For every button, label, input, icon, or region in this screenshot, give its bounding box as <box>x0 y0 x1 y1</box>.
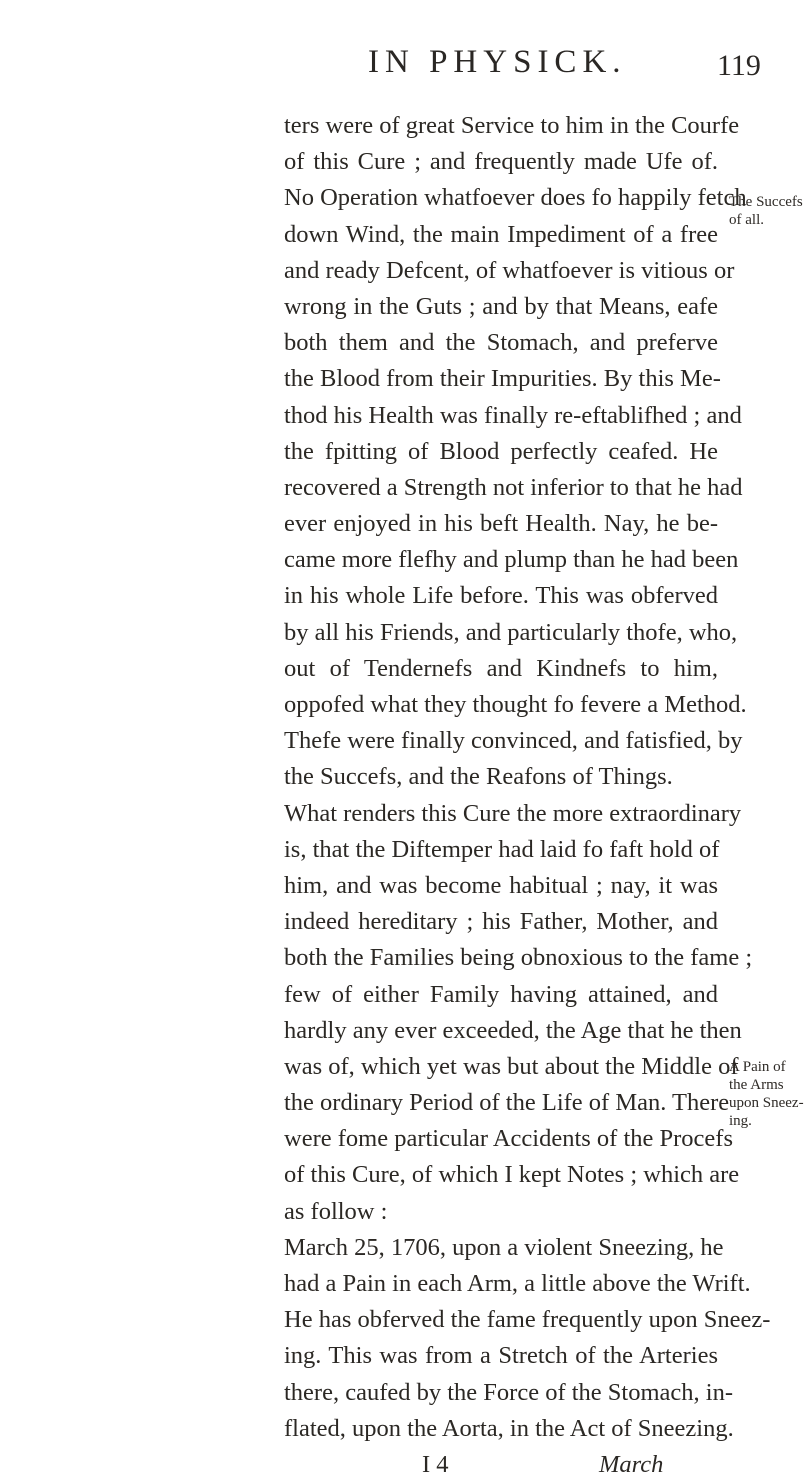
text-line: out of Tendernefs and Kindnefs to him, <box>284 654 718 682</box>
text-line: wrong in the Guts ; and by that Means, eafe <box>284 292 718 320</box>
text-line: hardly any ever exceeded, the Age that he then <box>284 1016 742 1044</box>
text-line: ters were of great Service to him in the Courfe <box>284 112 740 139</box>
text-line: of this Cure, of which I kept Notes ; which are <box>284 1161 740 1189</box>
text-line: by all his Friends, and particularly thofe, who, <box>284 618 738 646</box>
text-line: few of either Family having attained, and <box>284 980 718 1008</box>
text-line: ing. This was from a Stretch of the Arteries <box>284 1342 718 1370</box>
text-line: ever enjoyed in his beft Health. Nay, he be- <box>284 510 718 538</box>
text-line: He has obferved the fame frequently upon Sneez- <box>284 1306 771 1334</box>
text-line: there, caufed by the Force of the Stomach, in- <box>284 1378 734 1406</box>
signature-mark: I 4 <box>422 1450 449 1478</box>
text-line: oppofed what they thought fo fevere a Method. <box>284 691 747 718</box>
text-line: is, that the Diftemper had laid fo faft hold of <box>284 835 720 863</box>
text-line: the Succefs, and the Reafons of Things. <box>284 763 673 791</box>
catchword: March <box>599 1450 664 1478</box>
text-line: were fome particular Accidents of the Procefs <box>284 1125 733 1153</box>
running-title: IN PHYSICK. <box>368 44 627 80</box>
text-line: came more flefhy and plump than he had been <box>284 546 739 574</box>
page-number: 119 <box>717 49 761 82</box>
text-line: of this Cure ; and frequently made Ufe of. <box>284 148 718 176</box>
margin-note-line: ing. <box>729 1113 752 1129</box>
text-line: the Blood from their Impurities. By this Me- <box>284 365 721 393</box>
text-line: and ready Defcent, of whatfoever is vitious or <box>284 256 735 284</box>
text-line: the ordinary Period of the Life of Man. There <box>284 1089 730 1117</box>
text-line: flated, upon the Aorta, in the Act of Sneezing. <box>284 1414 734 1442</box>
text-line: in his whole Life before. This was obferved <box>284 582 718 610</box>
footer-line <box>284 1447 718 1483</box>
text-line: both them and the Stomach, and preferve <box>284 329 718 357</box>
margin-note-line: the Arms <box>729 1077 784 1093</box>
margin-note-line: A Pain of <box>729 1059 786 1075</box>
text-line: as follow : <box>284 1197 388 1225</box>
margin-note-line: upon Sneez- <box>729 1095 804 1111</box>
text-line: recovered a Strength not inferior to that he had <box>284 473 743 501</box>
text-line: was of, which yet was but about the Middle of <box>284 1052 739 1080</box>
text-line: the fpitting of Blood perfectly ceafed. He <box>284 437 718 465</box>
text-line: indeed hereditary ; his Father, Mother, and <box>284 908 718 936</box>
text-line: thod his Health was finally re-eftablifhed ; and <box>284 401 742 429</box>
text-line: No Operation whatfoever does fo happily fetch <box>284 184 747 212</box>
margin-note-line: The Succefs <box>729 194 803 210</box>
text-line: down Wind, the main Impediment of a free <box>284 220 718 248</box>
text-line: had a Pain in each Arm, a little above the Wrift. <box>284 1270 751 1297</box>
margin-note-success <box>729 193 803 229</box>
text-line: both the Families being obnoxious to the fame ; <box>284 944 753 972</box>
margin-note-pain <box>729 1058 804 1130</box>
text-line: What renders this Cure the more extraordinary <box>284 799 742 827</box>
text-line: him, and was become habitual ; nay, it was <box>284 871 718 899</box>
margin-note-line: of all. <box>729 212 764 228</box>
text-line: March 25, 1706, upon a violent Sneezing, he <box>284 1233 724 1261</box>
text-line: Thefe were finally convinced, and fatisfied, by <box>284 727 743 755</box>
